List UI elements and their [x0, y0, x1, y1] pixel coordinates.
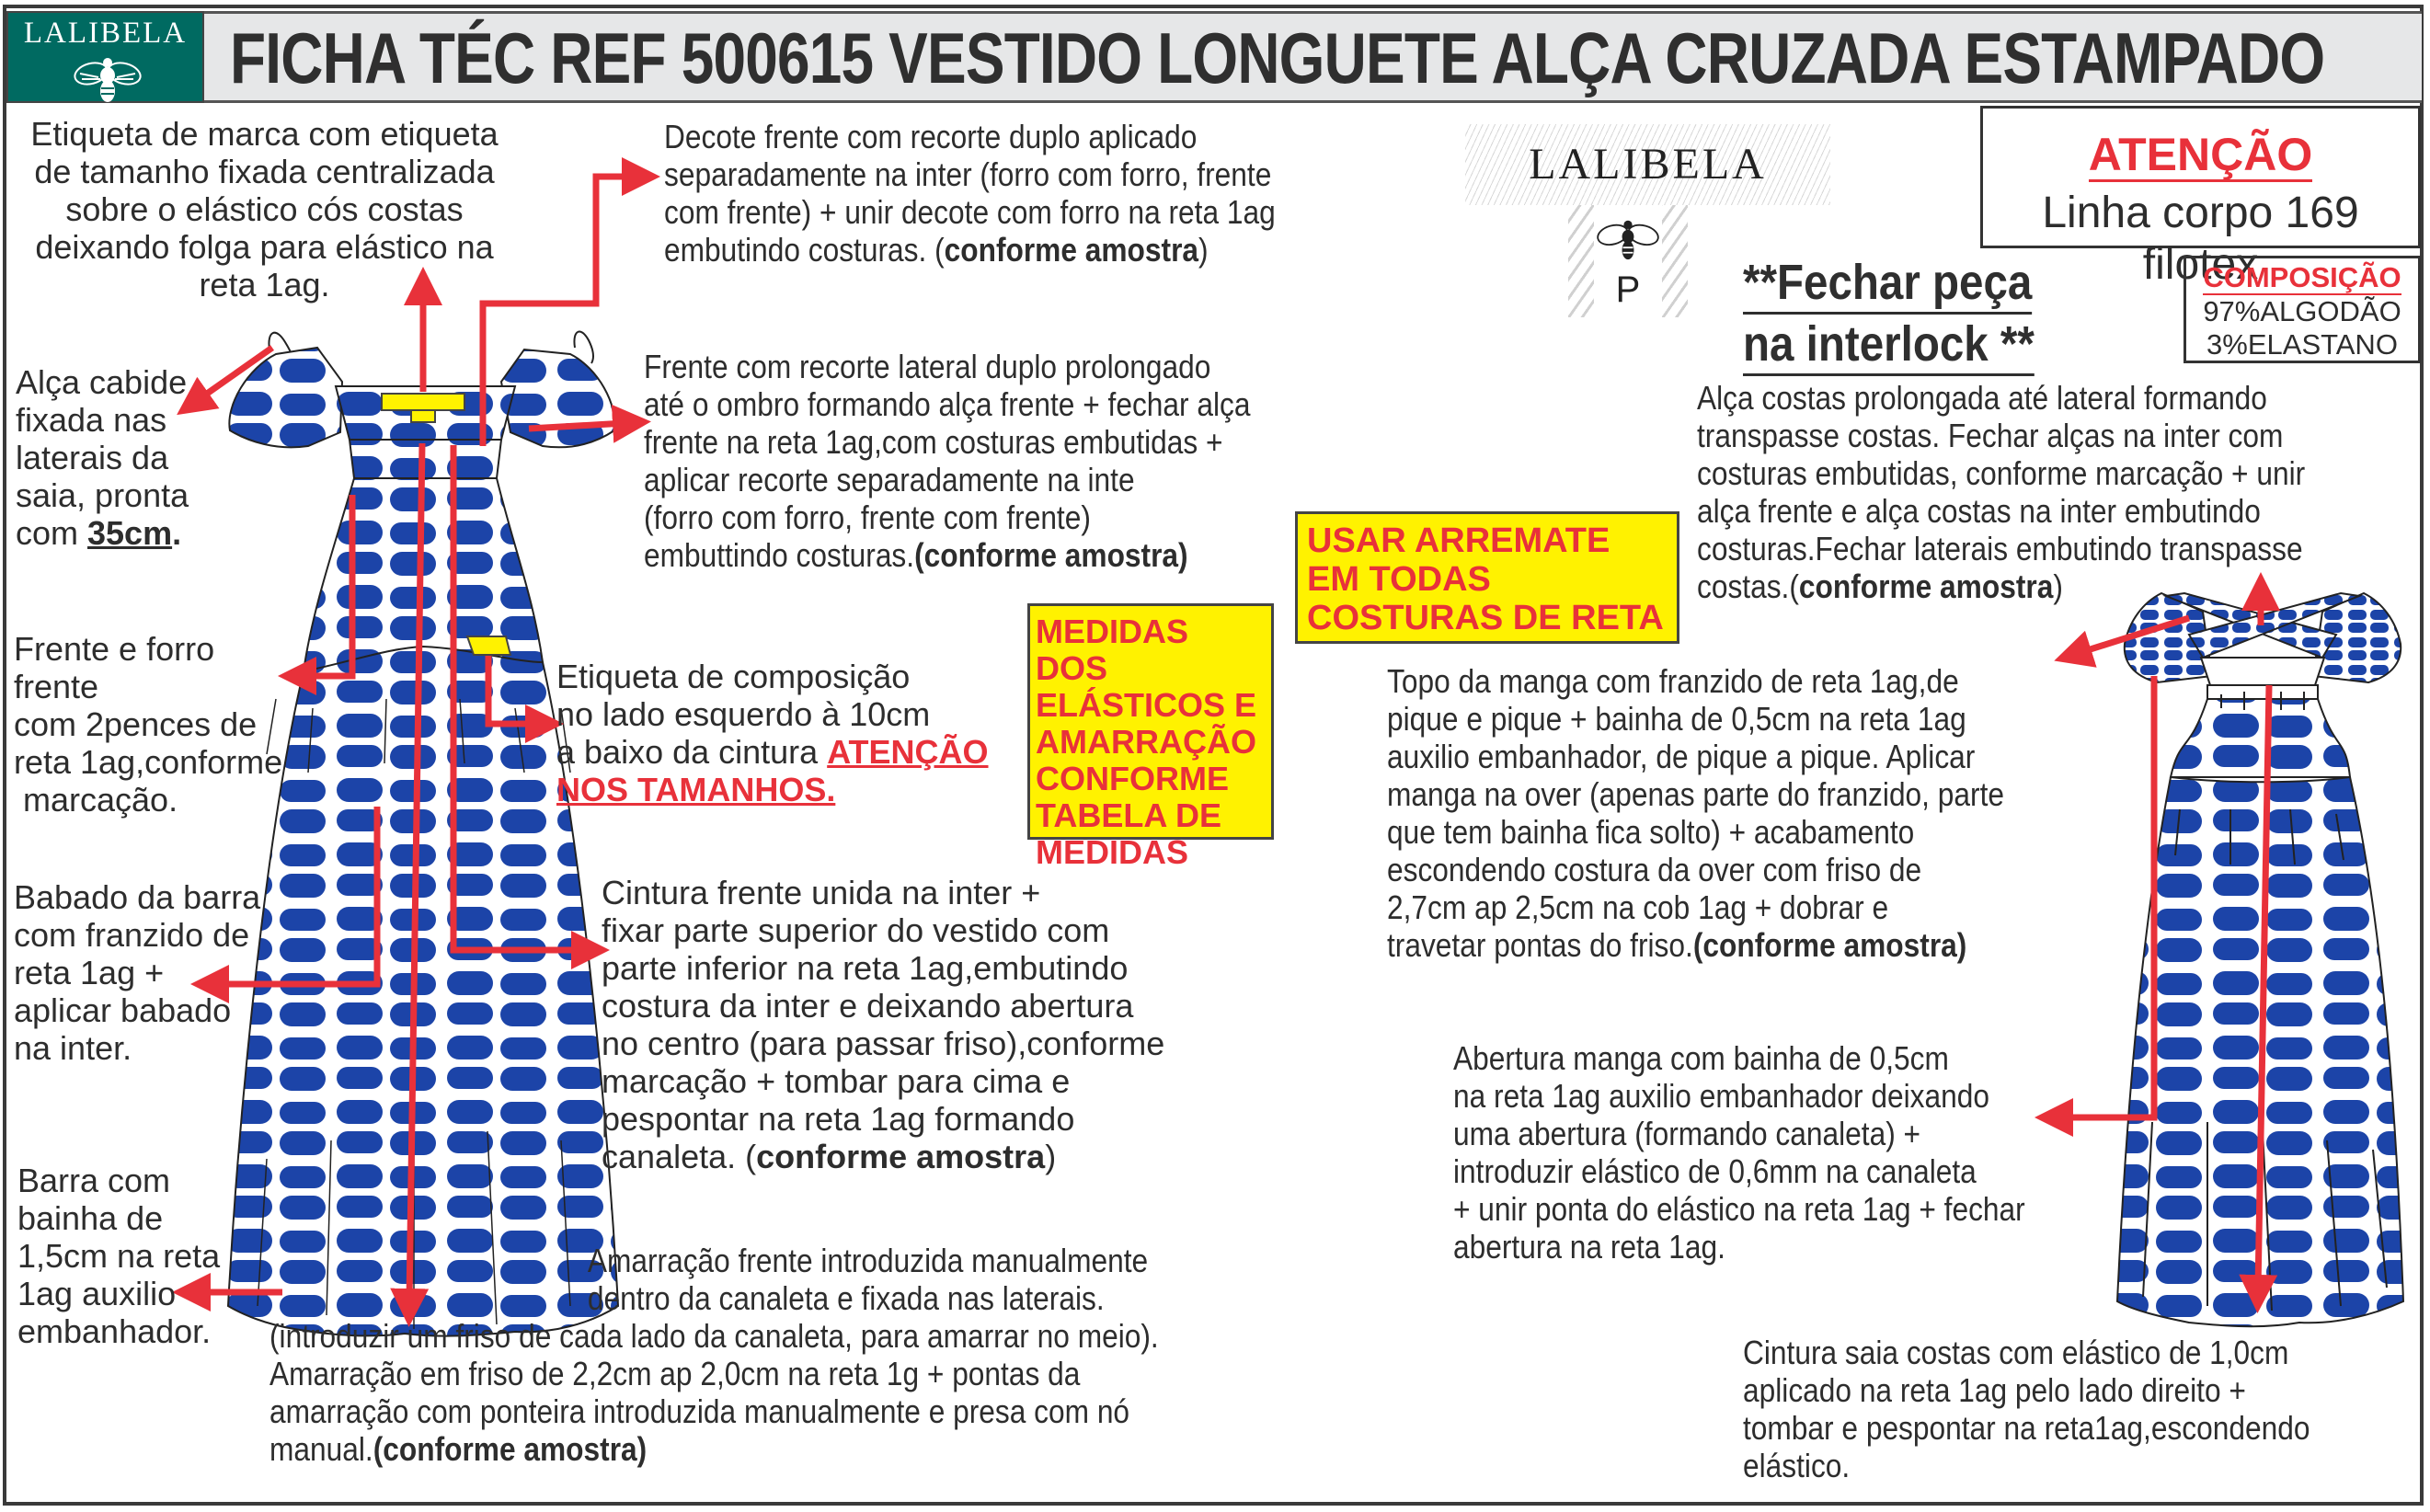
note-frente-recorte [644, 348, 1308, 574]
note-line: laterais da [16, 439, 169, 476]
note-bold: (conforme amostra) [914, 536, 1188, 574]
sleeve-right [501, 349, 614, 447]
note-abertura-manga [1453, 1039, 2149, 1266]
composition-box [2184, 256, 2421, 363]
note-alca-costas [1697, 379, 2425, 605]
close-note-line: na interlock ** [1743, 315, 2035, 376]
note-line: auxilio embanhador, de pique a pique. Aplicar [1387, 738, 1976, 775]
size-warning-text: NOS TAMANHOS. [556, 771, 836, 808]
bee-icon [1596, 211, 1660, 268]
note-line: elástico. [1743, 1447, 1851, 1484]
note-line: introduzir elástico de 0,6mm na canaleta [1453, 1152, 1977, 1190]
note-etiqueta-composicao [556, 658, 1026, 808]
note-line [556, 771, 1026, 808]
note-line: na inter. [14, 1029, 132, 1067]
note-line: Babado da barra [14, 878, 261, 916]
note-bold: . [172, 514, 182, 552]
note-line: costuras.Fechar laterais embutindo transpasse [1697, 530, 2303, 567]
note-text: canaleta. ( [602, 1138, 757, 1175]
note-line: parte inferior na reta 1ag,embutindo [602, 949, 1129, 987]
note-alca-cabide [16, 363, 213, 552]
note-text: manual. [269, 1430, 373, 1468]
size-label-marker [411, 410, 435, 422]
note-line: deixando folga para elástico na [35, 228, 494, 266]
note-frente-forro [14, 630, 308, 819]
note-line: aplicar babado [14, 991, 232, 1029]
note-line: frente na reta 1ag,com costuras embutidas + [644, 423, 1223, 461]
note-line: Cintura saia costas com elástico de 1,0cm [1743, 1334, 2289, 1371]
note-line: reta 1ag. [199, 266, 330, 304]
note-line: (introduzir um friso de cada lado da canaleta, para amarrar no meio). [269, 1317, 1159, 1355]
note-line [16, 514, 213, 552]
note-topo-manga [1387, 662, 2083, 964]
note-line: marcação + tombar para cima e [602, 1062, 1071, 1100]
note-line: dentro da canaleta e fixada nas laterais. [587, 1279, 1105, 1317]
note-line [644, 536, 1308, 574]
size-label-text: P [1615, 269, 1641, 310]
back-bodice-opening [2201, 658, 2324, 685]
note-line: Etiqueta de marca com etiqueta [30, 115, 499, 153]
note-cintura-saia [1743, 1334, 2430, 1484]
note-barra [17, 1162, 238, 1350]
note-line: 1ag auxilio [17, 1275, 177, 1312]
note-line: Topo da manga com franzido de reta 1ag,de [1387, 662, 1959, 700]
medidas-line: CONFORME [1036, 760, 1229, 797]
note-bold: (conforme amostra) [373, 1430, 648, 1468]
note-line: manga na over (apenas parte do franzido, parte [1387, 775, 2004, 813]
note-babado [14, 878, 290, 1067]
note-line: aplicado na reta 1ag pelo lado direito + [1743, 1371, 2246, 1409]
note-bold: (conforme amostra) [1692, 926, 1967, 964]
note-line: Etiqueta de composição [556, 658, 911, 695]
note-line: de tamanho fixada centralizada [34, 153, 495, 190]
note-line: alça frente e alça costas na inter embutindo [1697, 492, 2261, 530]
note-line: Alça costas prolongada até lateral formando [1697, 379, 2267, 417]
composition-label-marker [467, 636, 510, 655]
composition-line: 97%ALGODÃO [2203, 295, 2401, 327]
note-text: costas.( [1697, 567, 1799, 605]
back-upper-skirt [2171, 699, 2350, 777]
note-text: com [16, 514, 88, 552]
note-line: no lado esquerdo à 10cm [556, 695, 931, 733]
medidas-line: MEDIDAS DOS [1036, 613, 1189, 687]
brand-label-sample [1465, 124, 1830, 205]
note-line: abertura na reta 1ag. [1453, 1228, 1725, 1266]
note-line: pique e pique + bainha de 0,5cm na reta 1ag [1387, 700, 1966, 738]
note-line: com frente) + unir decote com forro na reta 1ag [664, 193, 1276, 231]
note-line: Barra com [17, 1162, 171, 1199]
note-line: marcação. [14, 781, 178, 819]
page-title: FICHA TÉC REF 500615 VESTIDO LONGUETE ALÇA CRUZADA ESTAMPADO [230, 17, 2325, 98]
arremate-line: USAR ARREMATE [1307, 521, 1610, 560]
note-line: Amarração frente introduzida manualmente [587, 1242, 1149, 1279]
medidas-line: TABELA DE [1036, 796, 1221, 834]
medidas-line: AMARRAÇÃO [1036, 723, 1256, 761]
note-line: reta 1ag,conforme [14, 743, 283, 781]
note-line: na reta 1ag auxilio embanhador deixando [1453, 1077, 1989, 1115]
composition-heading: COMPOSIÇÃO [2203, 261, 2401, 293]
note-line: sobre o elástico cós costas [65, 190, 464, 228]
medidas-warning-box [1027, 603, 1274, 871]
note-line: uma abertura (formando canaleta) + [1453, 1115, 1921, 1152]
composition-line: 3%ELASTANO [2206, 328, 2398, 361]
arremate-line: EM TODAS [1307, 560, 1491, 599]
note-line: embanhador. [17, 1312, 212, 1350]
note-line: Decote frente com recorte duplo aplicado [664, 118, 1198, 155]
note-line: Cintura frente unida na inter + [602, 874, 1041, 911]
note-decote [664, 118, 1393, 269]
note-text: ) [1045, 1138, 1057, 1175]
note-line [602, 1138, 1245, 1175]
note-line: fixada nas [16, 401, 167, 439]
note-bold: conforme amostra [944, 231, 1199, 269]
close-note-line: **Fechar peça [1743, 253, 2032, 315]
note-line: Frente e forro frente [14, 630, 215, 705]
note-line [1697, 567, 2425, 605]
note-text: travetar pontas do friso. [1387, 926, 1693, 964]
note-line: no centro (para passar friso),conforme [602, 1025, 1165, 1062]
brand-label-text: LALIBELA [1529, 140, 1767, 189]
note-line: 1,5cm na reta [17, 1237, 221, 1275]
note-bold: conforme amostra [1798, 567, 2054, 605]
note-text: embutindo costuras. ( [664, 231, 945, 269]
note-line: até o ombro formando alça frente + fechar alça [644, 385, 1251, 423]
brand-name: LALIBELA [23, 17, 188, 50]
note-bold: conforme amostra [756, 1138, 1046, 1175]
attention-body: Linha corpo 169 filotex [2042, 189, 2359, 289]
close-interlock-note [1743, 253, 2035, 376]
note-line: Amarração em friso de 2,2cm ap 2,0cm na reta 1g + pontas da [269, 1355, 1081, 1392]
note-line [556, 733, 1026, 771]
note-line: com franzido de [14, 916, 250, 954]
note-line: reta 1ag + [14, 954, 165, 991]
note-line: 2,7cm ap 2,5cm na cob 1ag + dobrar e [1387, 888, 1889, 926]
note-line: escondendo costura da over com friso de [1387, 851, 1922, 888]
brand-label-marker [382, 394, 464, 410]
note-etiqueta-marca [14, 115, 515, 304]
note-line: costura da inter e deixando abertura [602, 987, 1134, 1025]
note-line: + unir ponta do elástico na reta 1ag + fechar [1453, 1190, 2025, 1228]
note-line [269, 1430, 1322, 1468]
note-line: amarração com ponteira introduzida manualmente e presa com nó [269, 1392, 1130, 1430]
note-line: transpasse costas. Fechar alças na inter com [1697, 417, 2284, 454]
note-line: costuras embutidas, conforme marcação + unir [1697, 454, 2306, 492]
note-line: (forro com forro, frente com frente) [644, 498, 1091, 536]
medidas-line: MEDIDAS [1036, 833, 1189, 871]
note-text: a baixo da cintura [556, 733, 828, 771]
note-line: fixar parte superior do vestido com [602, 911, 1110, 949]
arremate-warning-box [1295, 511, 1679, 644]
note-line: separadamente na inter (forro com forro, frente [664, 155, 1272, 193]
arremate-line: COSTURAS DE RETA [1307, 599, 1664, 637]
note-line: com 2pences de [14, 705, 258, 743]
note-line: Frente com recorte lateral duplo prolongado [644, 348, 1211, 385]
note-line: saia, pronta [16, 476, 189, 514]
note-line: que tem bainha fica solto) + acabamento [1387, 813, 1915, 851]
note-line: bainha de [17, 1199, 164, 1237]
note-text: embuttindo costuras. [644, 536, 915, 574]
size-label-sample [1568, 205, 1688, 317]
note-text: ) [2053, 567, 2063, 605]
note-cintura-frente [602, 874, 1245, 1175]
note-line: tombar e pespontar na reta1ag,escondendo [1743, 1409, 2310, 1447]
note-line: pespontar na reta 1ag formando [602, 1100, 1075, 1138]
attention-heading: ATENÇÃO [2088, 129, 2313, 180]
note-text: ) [1198, 231, 1209, 269]
size-warning-text: ATENÇÃO [827, 733, 989, 771]
note-line [664, 231, 1393, 269]
note-line [1387, 926, 2083, 964]
note-line: Abertura manga com bainha de 0,5cm [1453, 1039, 1949, 1077]
medidas-line: ELÁSTICOS E [1036, 686, 1257, 724]
note-line: aplicar recorte separadamente na inte [644, 461, 1135, 498]
note-line: Alça cabide [16, 363, 188, 401]
back-waistband [2207, 685, 2318, 699]
note-amarracao [269, 1242, 1322, 1468]
note-bold: 35cm [87, 514, 173, 552]
